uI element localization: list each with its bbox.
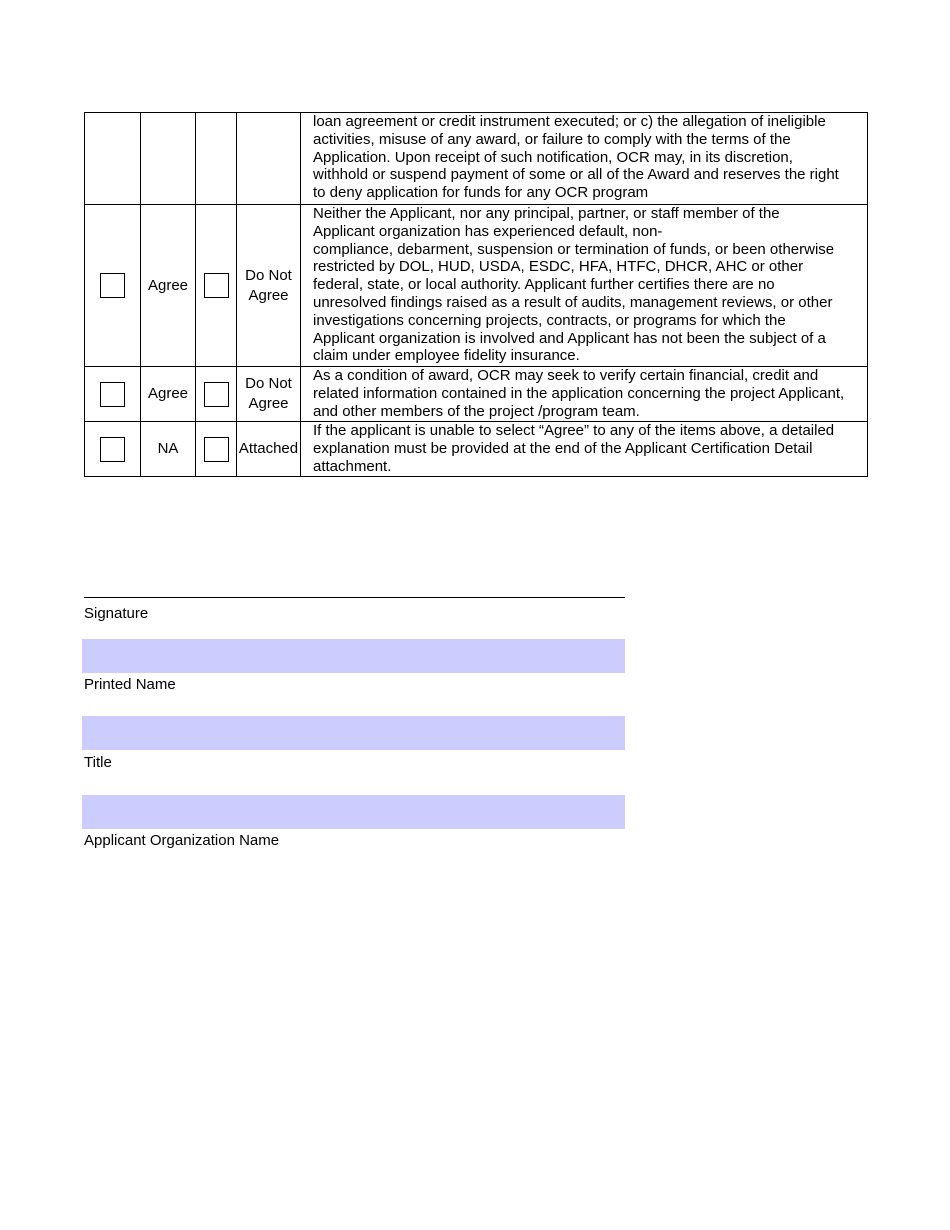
printed-name-label: Printed Name	[84, 676, 176, 693]
do-not-agree-label: Do Not Agree	[237, 367, 301, 422]
empty-cell	[141, 113, 196, 205]
organization-name-field[interactable]	[82, 795, 625, 829]
checkbox-cell	[85, 367, 141, 422]
certification-text: If the applicant is unable to select “Agree” to any of the items above, a detailed explanation must be provided at the end of the Applicant Certification Detail attachment.	[301, 422, 868, 477]
table-row	[85, 205, 868, 367]
do-not-agree-label: Do Not Agree	[237, 205, 301, 367]
agree-label: Agree	[141, 205, 196, 367]
agree-checkbox[interactable]	[100, 382, 125, 407]
agree-checkbox[interactable]	[100, 273, 125, 298]
do-not-agree-checkbox[interactable]	[204, 382, 229, 407]
checkbox-cell	[85, 205, 141, 367]
certification-text: loan agreement or credit instrument executed; or c) the allegation of ineligible activities, misuse of any award, or failure to comply with the terms of the Application. Upon receipt of such notification, OCR may, in its discretion, withhold or suspend payment of some or all of the Award and reserves the right to deny application for funds for any OCR program	[301, 113, 868, 205]
checkbox-cell	[196, 205, 237, 367]
table-row	[85, 422, 868, 477]
na-label: NA	[141, 422, 196, 477]
agree-label: Agree	[141, 367, 196, 422]
table-row	[85, 113, 868, 205]
attached-label: Attached	[237, 422, 301, 477]
na-checkbox[interactable]	[100, 437, 125, 462]
checkbox-cell	[85, 422, 141, 477]
signature-label: Signature	[84, 605, 149, 622]
organization-name-label: Applicant Organization Name	[84, 832, 280, 849]
table-row	[85, 367, 868, 422]
checkbox-cell	[196, 367, 237, 422]
printed-name-field[interactable]	[82, 639, 625, 673]
signature-line[interactable]	[84, 597, 625, 598]
empty-cell	[237, 113, 301, 205]
empty-cell	[85, 113, 141, 205]
checkbox-cell	[196, 422, 237, 477]
do-not-agree-checkbox[interactable]	[204, 273, 229, 298]
title-field[interactable]	[82, 716, 625, 750]
certification-text: As a condition of award, OCR may seek to verify certain financial, credit and related information contained in the application concerning the project Applicant, and other members of the project /program team.	[301, 367, 868, 422]
certification-text: Neither the Applicant, nor any principal, partner, or staff member of the Applicant organization has experienced default, non- compliance, debarment, suspension or termination of funds, or been otherwise restricted by DOL, HUD, USDA, ESDC, HFA, HTFC, DHCR, AHC or other federal, state, or local authority. Applicant further certifies there are no unresolved findings raised as a result of audits, management reviews, or other investigations concerning projects, contracts, or programs for which the Applicant organization is involved and Applicant has not been the subject of a claim under employee fidelity insurance.	[301, 205, 868, 367]
empty-cell	[196, 113, 237, 205]
attached-checkbox[interactable]	[204, 437, 229, 462]
title-label: Title	[84, 754, 112, 771]
certification-table	[84, 112, 868, 477]
